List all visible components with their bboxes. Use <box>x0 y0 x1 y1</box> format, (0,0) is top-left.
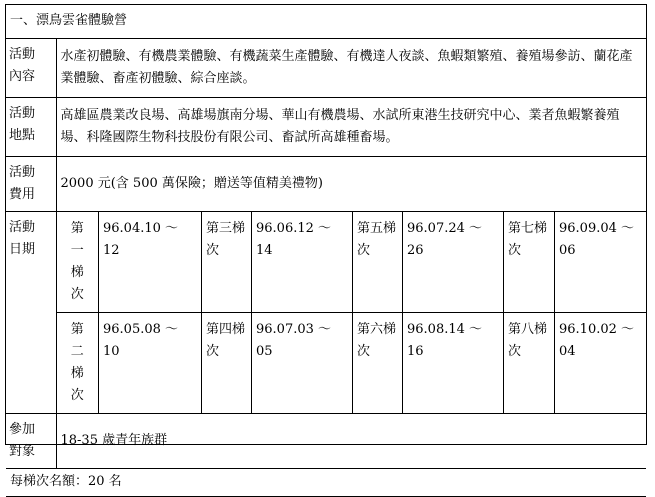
dates-row <box>6 211 646 413</box>
title-row <box>6 5 646 38</box>
session-1-date: 96.04.10 ～ 12 <box>99 212 202 313</box>
session-7-date: 96.09.04 ～ 06 <box>555 212 647 313</box>
camp-info-table <box>6 5 646 497</box>
location-row <box>6 97 646 156</box>
dates-label-line-2: 日期 <box>9 241 36 257</box>
schedule-row-1 <box>57 212 647 313</box>
content-label-line-2: 內容 <box>9 68 36 84</box>
location-label-line-1: 活動 <box>9 105 36 121</box>
location-label-line-2: 地點 <box>9 127 36 143</box>
fee-text: 2000 元(含 500 萬保險；贈送等值精美禮物) <box>56 156 646 211</box>
fee-label <box>6 156 56 211</box>
session-7-name: 第七梯次 <box>504 212 555 313</box>
dates-label <box>6 211 56 413</box>
session-2-date: 96.05.08 ～ 10 <box>99 312 202 413</box>
content-text: 水產初體驗、有機農業體驗、有機蔬菜生產體驗、有機達人夜談、魚蝦類繁殖、養殖場參訪、蘭花產業體驗、畜產初體驗、綜合座談。 <box>56 38 646 97</box>
session-name <box>57 312 99 413</box>
session-6-name: 第六梯次 <box>353 312 403 413</box>
dates-label-line-1: 活動 <box>9 219 36 235</box>
fee-row <box>6 156 646 211</box>
session-2-name: 第二梯次 <box>70 321 84 403</box>
page-title: 一、漂鳥雲雀體驗營 <box>6 5 646 38</box>
content-label-line-1: 活動 <box>9 46 36 62</box>
audience-text: 18-35 歲青年族群 <box>56 413 646 468</box>
session-6-date: 96.08.14 ～ 16 <box>403 312 504 413</box>
session-4-date: 96.07.03 ～ 05 <box>252 312 353 413</box>
audience-row <box>6 413 646 468</box>
audience-label-line-1: 參加 <box>9 421 36 437</box>
location-label <box>6 97 56 156</box>
footer-text: 每梯次名額：20 名 <box>6 468 646 496</box>
fee-label-line-1: 活動 <box>9 164 36 180</box>
location-text: 高雄區農業改良場、高雄場旗南分場、華山有機農場、水試所東港生技研究中心、業者魚蝦繁養殖場、科隆國際生物科技股份有限公司、畜試所高雄種畜場。 <box>56 97 646 156</box>
session-5-date: 96.07.24 ～ 26 <box>403 212 504 313</box>
footer-row <box>6 468 646 496</box>
session-5-name: 第五梯次 <box>353 212 403 313</box>
fee-label-line-2: 費用 <box>9 186 36 202</box>
audience-label <box>6 413 56 468</box>
audience-label-line-2: 對象 <box>9 443 36 459</box>
session-3-date: 96.06.12 ～ 14 <box>252 212 353 313</box>
content-label <box>6 38 56 97</box>
content-row <box>6 38 646 97</box>
schedule-row-2 <box>57 312 647 413</box>
session-name <box>57 212 99 313</box>
schedule-grid <box>57 212 647 413</box>
session-3-name: 第三梯次 <box>202 212 252 313</box>
session-1-name: 第一梯次 <box>70 220 84 302</box>
camp-info-table-frame <box>5 4 647 489</box>
session-8-name: 第八梯次 <box>504 312 555 413</box>
schedule-cell <box>56 211 646 413</box>
session-8-date: 96.10.02 ～ 04 <box>555 312 647 413</box>
session-4-name: 第四梯次 <box>202 312 252 413</box>
